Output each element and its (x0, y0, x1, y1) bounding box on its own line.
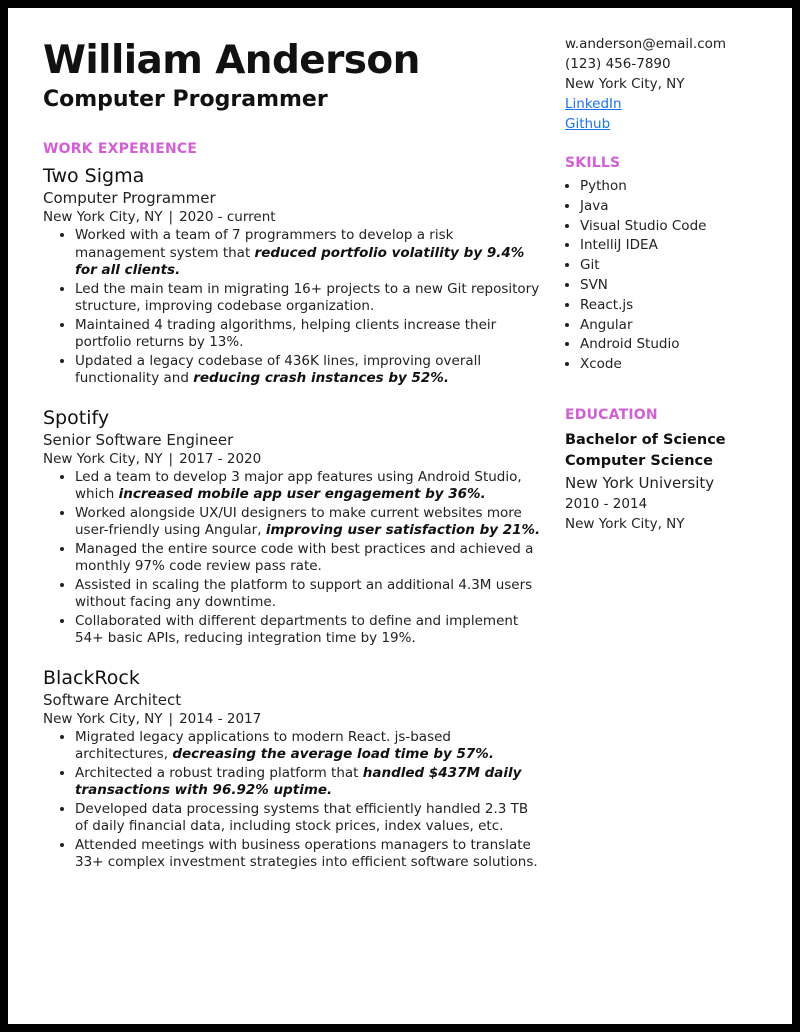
edu-degree: Bachelor of Science (565, 431, 726, 448)
resume-page (8, 8, 792, 1024)
skill-item: • Xcode (580, 355, 780, 375)
skill-item: • Android Studio (580, 335, 780, 355)
separator: | (168, 710, 174, 727)
separator: | (168, 450, 174, 467)
job-bullet: • Assisted in scaling the platform to support an additional 4.3M users without facing any downtime. (75, 577, 543, 612)
job-location: New York City, NY (43, 710, 163, 727)
job-dates: 2017 - 2020 (179, 450, 262, 467)
job-bullet: • Maintained 4 trading algorithms, helping clients increase their portfolio returns by 13%. (75, 317, 543, 352)
skill-item: • Angular (580, 316, 780, 336)
job-bullets (43, 729, 543, 872)
linkedin-link[interactable]: LinkedIn (565, 96, 622, 112)
job-bullet: • Migrated legacy applications to modern React. js-based architectures, decreasing the average load time by 57%. (75, 729, 543, 764)
job-bullets (43, 469, 543, 648)
skills-heading: SKILLS (565, 155, 621, 171)
contact-location: New York City, NY (565, 76, 685, 92)
skill-item: • Java (580, 197, 780, 217)
job-bullet: • Updated a legacy codebase of 436K lines, improving overall functionality and reducing crash instances by 52%. (75, 353, 543, 388)
job-location: New York City, NY (43, 209, 163, 225)
github-link[interactable]: Github (565, 116, 611, 132)
skill-item: • Visual Studio Code (580, 217, 780, 237)
education-heading: EDUCATION (565, 406, 658, 423)
skill-item: • SVN (580, 276, 780, 296)
contact-phone: (123) 456-7890 (565, 56, 671, 72)
job-entry (43, 406, 543, 648)
job-bullet: • Led a team to develop 3 major app features using Android Studio, which increased mobile app user engagement by 36%. (75, 469, 543, 504)
job-bullets (43, 227, 543, 388)
sidebar-column (565, 34, 780, 534)
job-location: New York City, NY (43, 450, 163, 467)
job-bullet: • Collaborated with different departments to define and implement 54+ basic APIs, reducing integration time by 19%. (75, 613, 543, 648)
job-bullet: • Managed the entire source code with best practices and achieved a monthly 97% code review pass rate. (75, 541, 543, 576)
contact-block (565, 34, 780, 134)
skill-item: • Python (580, 177, 780, 197)
edu-location: New York City, NY (565, 515, 685, 532)
skills-list (565, 177, 780, 375)
job-role: Software Architect (43, 690, 182, 709)
job-dates: 2020 - current (179, 209, 276, 225)
edu-dates: 2010 - 2014 (565, 495, 648, 512)
job-meta (43, 208, 543, 226)
job-bullet: • Led the main team in migrating 16+ projects to a new Git repository structure, improving codebase organization. (75, 281, 543, 316)
separator: | (168, 209, 174, 225)
skill-item: • React.js (580, 296, 780, 316)
skill-item: • Git (580, 256, 780, 276)
main-column (43, 38, 543, 873)
job-bullet: • Developed data processing systems that efficiently handled 2.3 TB of daily financial data, including stock prices, index values, etc. (75, 801, 543, 836)
education-section (565, 406, 780, 534)
skills-section (565, 154, 780, 375)
job-company: Two Sigma (43, 165, 145, 187)
candidate-name: William Anderson (43, 38, 420, 83)
job-meta (43, 450, 543, 468)
work-experience-section (43, 140, 543, 872)
candidate-title: Computer Programmer (43, 87, 328, 112)
job-entry (43, 666, 543, 872)
job-dates: 2014 - 2017 (179, 710, 262, 727)
job-company: Spotify (43, 406, 110, 429)
job-meta (43, 710, 543, 728)
education-entry (565, 430, 780, 534)
job-bullet: • Architected a robust trading platform that handled $437M daily transactions with 96.92% uptime. (75, 765, 543, 800)
job-bullet: • Attended meetings with business operations managers to translate 33+ complex investment strategies into efficient software solutions. (75, 837, 543, 872)
skill-item: • IntelliJ IDEA (580, 236, 780, 256)
contact-email[interactable]: w.anderson@email.com (565, 36, 727, 52)
edu-school: New York University (565, 473, 715, 492)
edu-field: Computer Science (565, 452, 713, 469)
job-entry (43, 164, 543, 388)
job-bullet: • Worked alongside UX/UI designers to make current websites more user-friendly using Angular, improving user satisfaction by 21%. (75, 505, 543, 540)
job-company: BlackRock (43, 666, 140, 689)
work-experience-heading: WORK EXPERIENCE (43, 141, 198, 157)
job-role: Senior Software Engineer (43, 430, 234, 449)
job-bullet: • Worked with a team of 7 programmers to develop a risk management system that reduced portfolio volatility by 9.4% for all clients. (75, 227, 543, 280)
job-role: Computer Programmer (43, 189, 216, 207)
